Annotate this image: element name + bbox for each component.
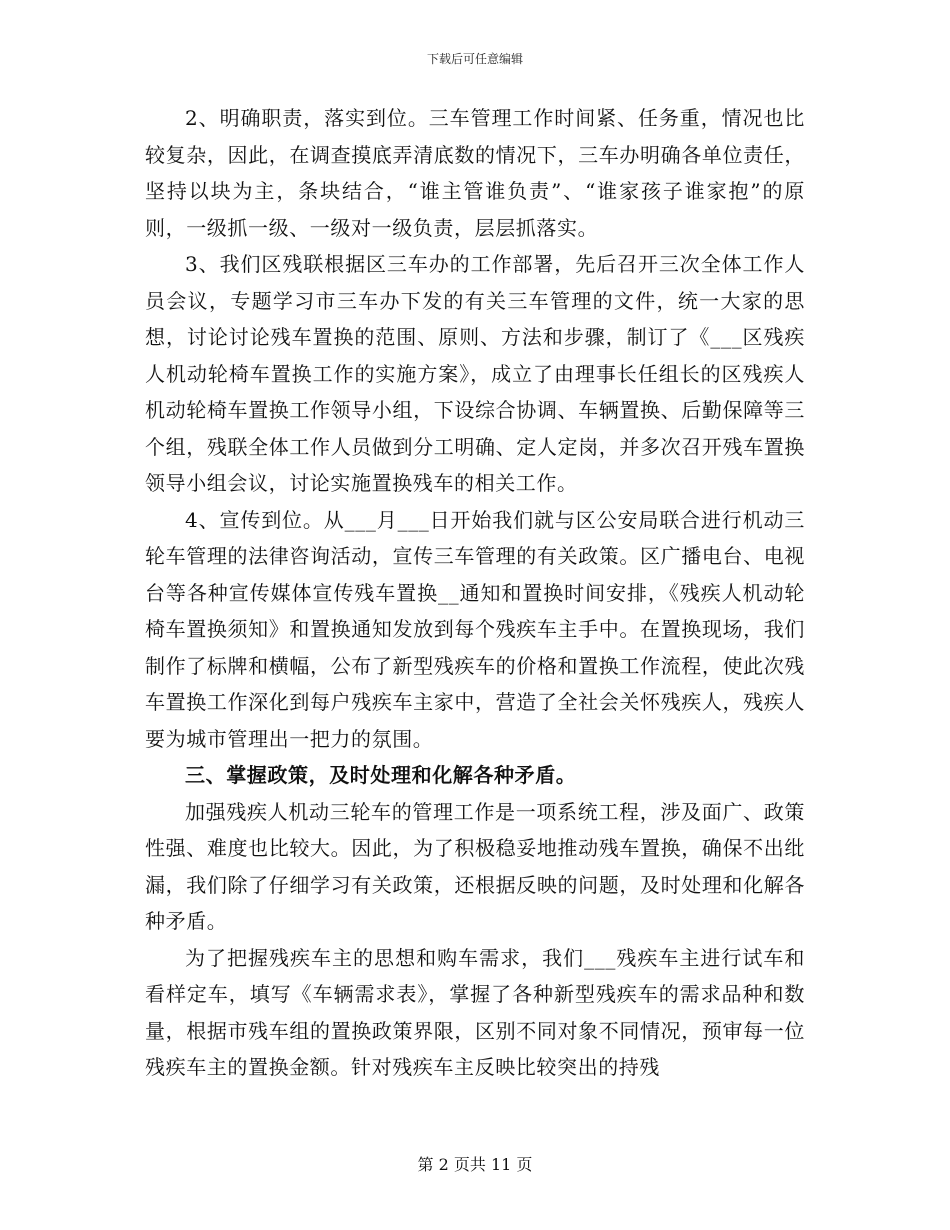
document-body — [145, 100, 805, 1086]
paragraph-owner-needs: 为了把握残疾车主的思想和购车需求，我们___残疾车主进行试车和看样定车，填写《车辆需求表》，掌握了各种新型残疾车的需求品种和数量，根据市残车组的置换政策界限，区别不同对象不同情况，预审每一位残疾车主的置换金额。针对残疾车主反映比较突出的持残 — [145, 945, 805, 1079]
paragraph-management-system: 加强残疾人机动三轮车的管理工作是一项系统工程，涉及面广、政策性强、难度也比较大。因此，为了积极稳妥地推动残车置换，确保不出纰漏，我们除了仔细学习有关政策，还根据反映的问题，及时处理和化解各种矛盾。 — [145, 799, 805, 933]
section-heading-policy: 三、掌握政策，及时处理和化解各种矛盾。 — [185, 763, 577, 787]
paragraph-publicity: 4、宣传到位。从___月___日开始我们就与区公安局联合进行机动三轮车管理的法律咨询活动，宣传三车管理的有关政策。区广播电台、电视台等各种宣传媒体宣传残车置换__通知和置换时间安排，《残疾人机动轮椅车置换须知》和置换通知发放到每个残疾车主手中。在置换现场，我们制作了标牌和横幅，公布了新型残疾车的价格和置换工作流程，使此次残车置换工作深化到每户残疾车主家中，营造了全社会关怀残疾人，残疾人要为城市管理出一把力的氛围。 — [145, 507, 805, 751]
paragraph-clarify-duties: 2、明确职责，落实到位。三车管理工作时间紧、任务重，情况也比较复杂，因此，在调查摸底弄清底数的情况下，三车办明确各单位责任，坚持以块为主，条块结合，“谁主管谁负责”、“谁家孩子谁家抱”的原则，一级抓一级、一级对一级负责，层层抓落实。 — [145, 106, 805, 240]
page-number: 第 2 页共 11 页 — [417, 1155, 533, 1174]
paragraph-disabled-federation-meetings: 3、我们区残联根据区三车办的工作部署，先后召开三次全体工作人员会议，专题学习市三车办下发的有关三车管理的文件，统一大家的思想，讨论讨论残车置换的范围、原则、方法和步骤，制订了《___区残疾人机动轮椅车置换工作的实施方案》，成立了由理事长任组长的区残疾人机动轮椅车置换工作领导小组，下设综合协调、车辆置换、后勤保障等三个组，残联全体工作人员做到分工明确、定人定岗，并多次召开残车置换领导小组会议，讨论实施置换残车的相关工作。 — [145, 252, 805, 495]
page-header: 下载后可任意编辑 — [426, 52, 523, 66]
